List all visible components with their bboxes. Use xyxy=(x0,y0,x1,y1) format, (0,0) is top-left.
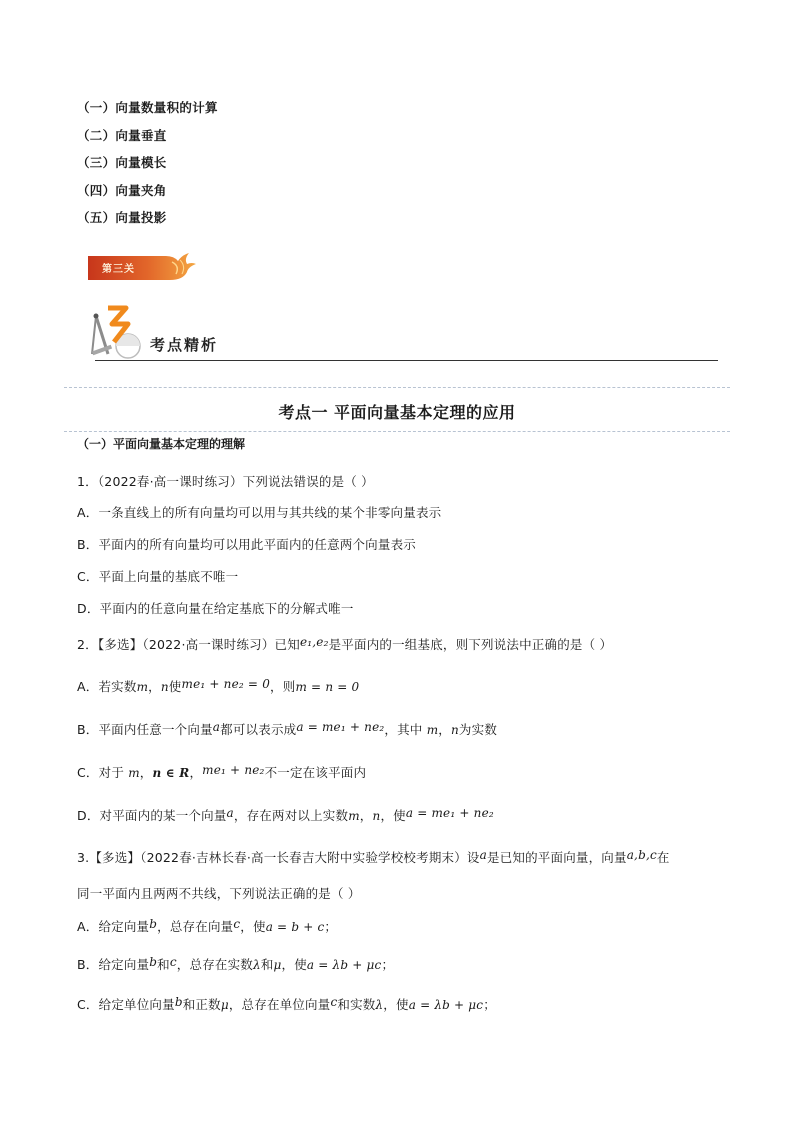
section-title: 考点精析 xyxy=(150,336,219,354)
q1-option-b[interactable]: B．平面内的所有向量均可以用此平面内的任意两个向量表示 xyxy=(77,537,416,552)
q3-option-a[interactable]: A．给定向量b，总存在向量c，使a = b + c； xyxy=(77,917,338,934)
section-divider xyxy=(95,360,718,361)
q2-option-d[interactable]: D．对平面内的某一个向量a，存在两对以上实数m，n，使a = me₁ + ne₂ xyxy=(77,806,494,823)
level-banner xyxy=(88,252,198,284)
q1-option-a[interactable]: A．一条直线上的所有向量均可以用与其共线的某个非零向量表示 xyxy=(77,505,442,520)
q2-stem: 2．【多选】（2022·高一课时练习）已知e₁,e₂是平面内的一组基底，则下列说法中正确的是（ ） xyxy=(77,635,613,652)
sub-heading: （一）平面向量基本定理的理解 xyxy=(77,437,246,451)
kaodian-title: 考点一 平面向量基本定理的应用 xyxy=(278,403,516,422)
toc-list xyxy=(77,94,218,232)
q3-stem-line2: 同一平面内且两两不共线，下列说法正确的是（ ） xyxy=(77,886,361,901)
q1-stem: 1．（2022春·高一课时练习）下列说法错误的是（ ） xyxy=(77,474,374,489)
toc-item[interactable]: （五）向量投影 xyxy=(77,210,167,225)
q2-stem-math: e₁,e₂ xyxy=(299,635,329,649)
q1-option-c[interactable]: C．平面上向量的基底不唯一 xyxy=(77,569,239,584)
q1-option-d[interactable]: D．平面内的任意向量在给定基底下的分解式唯一 xyxy=(77,601,354,616)
toc-item[interactable]: （一）向量数量积的计算 xyxy=(77,100,218,115)
q3-option-c[interactable]: C．给定单位向量b和正数μ，总存在单位向量c和实数λ，使a = λb + μc； xyxy=(77,995,496,1012)
toc-item[interactable]: （二）向量垂直 xyxy=(77,127,167,143)
dashed-divider-bottom xyxy=(64,431,730,432)
dashed-divider-top xyxy=(64,387,730,388)
banner-label: 第三关 xyxy=(102,264,135,275)
q2-option-c[interactable]: C．对于 m，n ∈ R，me₁ + ne₂不一定在该平面内 xyxy=(77,763,367,780)
q3-stem: 3.【多选】（2022春·吉林长春·高一长春吉大附中实验学校校考期末）设a是已知的平面向量，向量a,b,c在 xyxy=(77,848,670,865)
q2-option-a[interactable]: A．若实数m，n使me₁ + ne₂ = 0，则m = n = 0 xyxy=(77,677,360,694)
q2-option-b[interactable]: B．平面内任意一个向量a都可以表示成a = me₁ + ne₂，其中 m，n为实数 xyxy=(77,720,498,737)
ruler-compass-icon xyxy=(90,302,150,360)
toc-item[interactable]: （三）向量模长 xyxy=(77,155,167,170)
q3-option-b[interactable]: B．给定向量b和c，总存在实数λ和μ，使a = λb + μc； xyxy=(77,955,395,972)
toc-item[interactable]: （四）向量夹角 xyxy=(77,182,167,198)
